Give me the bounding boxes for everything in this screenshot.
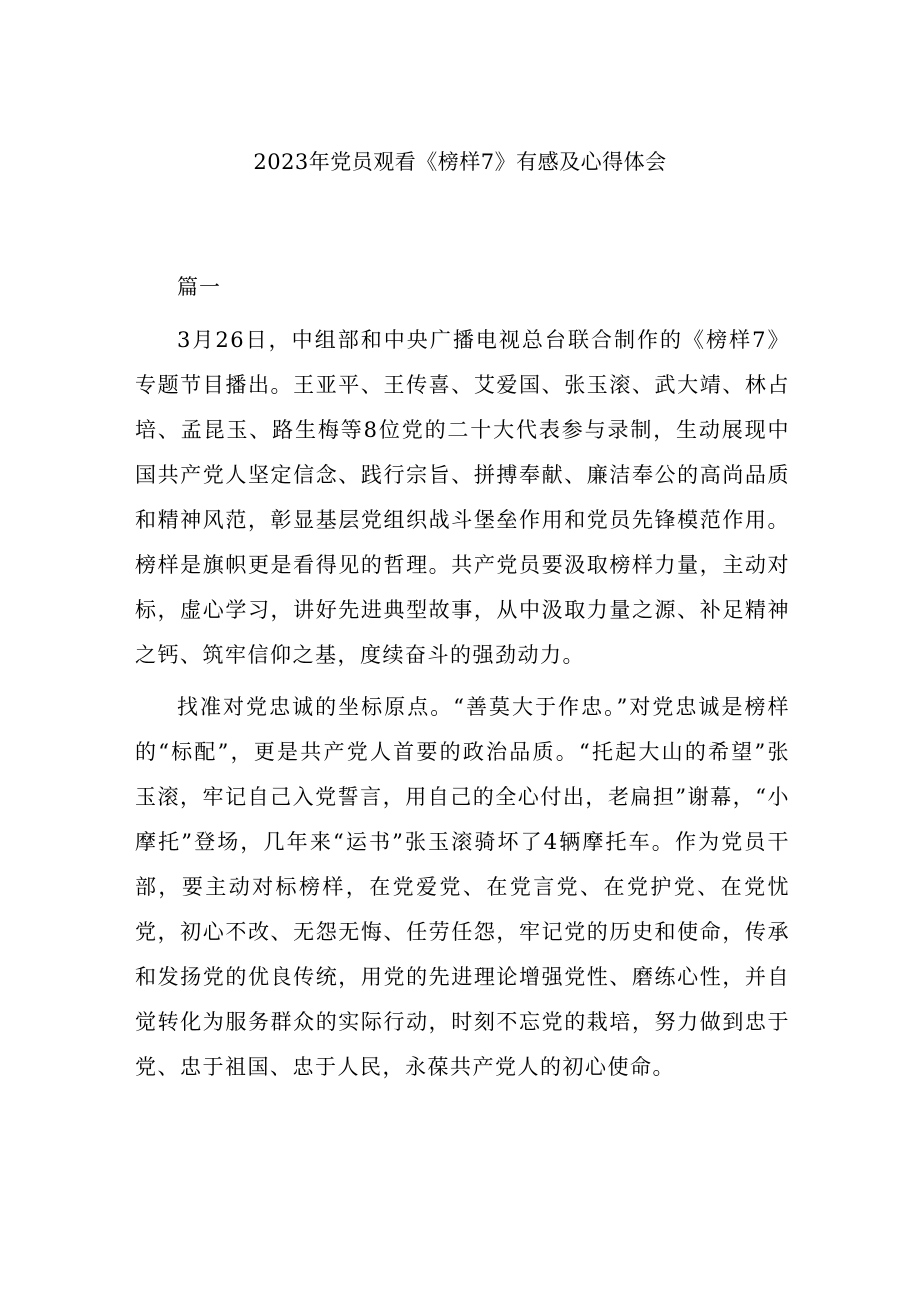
document-title: 2023年党员观看《榜样7》有感及心得体会 <box>253 150 667 174</box>
paragraph-intro: 3月26日，中组部和中央广播电视总台联合制作的《榜样7》专题节目播出。王亚平、王传喜、艾爱国、张玉滚、武大靖、林占培、孟昆玉、路生梅等8位党的二十大代表参与录制，生动展现中国共产党人坚定信念、践行宗旨、拼搏奉献、廉洁奉公的高尚品质和精神风范，彰显基层党组织战斗堡垒作用和党员先锋模范作用。榜样是旗帜更是看得见的哲理。共产党员要汲取榜样力量，主动对标，虚心学习，讲好先进典型故事，从中汲取力量之源、补足精神之钙、筑牢信仰之基，度续奋斗的强劲动力。 <box>135 328 790 667</box>
paragraph-loyalty: 找准对党忠诚的坐标原点。“善莫大于作忠。”对党忠诚是榜样的“标配”，更是共产党人首要的政治品质。“托起大山的希望”张玉滚，牢记自己入党誓言，用自己的全心付出，老扁担”谢幕，“小摩托”登场，几年来“运书”张玉滚骑坏了4辆摩托车。作为党员干部，要主动对标榜样，在党爱党、在党言党、在党护党、在党忧党，初心不改、无怨无悔、任劳任怨，牢记党的历史和使命，传承和发扬党的优良传统，用党的先进理论增强党性、磨练心性，并自觉转化为服务群众的实际行动，时刻不忘党的栽培，努力做到忠于党、忠于祖国、忠于人民，永葆共产党人的初心使命。 <box>135 695 790 1079</box>
section-heading: 篇一 <box>177 275 221 299</box>
document-body <box>135 265 790 1097</box>
